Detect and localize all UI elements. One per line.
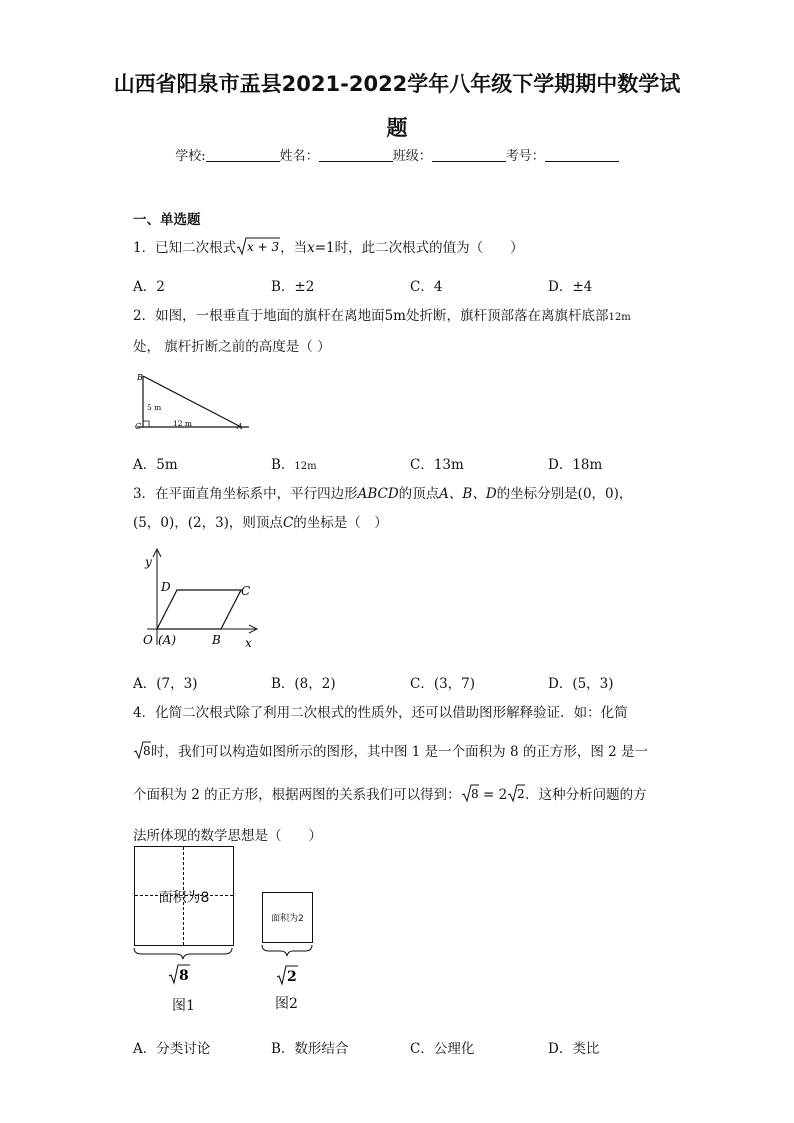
q4-option-b[interactable]: B．数形结合 xyxy=(271,1041,349,1057)
q2-label-c: C xyxy=(135,422,142,431)
q4-option-d[interactable]: D．类比 xyxy=(548,1041,600,1057)
q1-text-c: =1时，此二次根式的值为（ ） xyxy=(314,240,524,256)
page-title-line2: 题 xyxy=(386,116,408,140)
q4-option-c[interactable]: C．公理化 xyxy=(410,1041,475,1057)
q4-line1: 4．化简二次根式除了利用二次根式的性质外，还可以借助图形解释验证．如：化简 xyxy=(133,705,628,721)
q4-line2-radical xyxy=(133,740,151,766)
q3-label-y: y xyxy=(145,555,152,569)
question-4 xyxy=(133,703,668,846)
q3-label-d: D xyxy=(161,580,171,594)
school-blank[interactable] xyxy=(206,149,280,162)
q4-figure1-square xyxy=(134,846,234,946)
q3-option-c[interactable]: C．(3，7) xyxy=(410,676,476,692)
class-blank[interactable] xyxy=(432,149,506,162)
q4-figure1-radical xyxy=(168,962,192,986)
q4-line2-radicand: 8 xyxy=(143,744,151,758)
q2-option-b-value: 12m xyxy=(294,461,317,472)
question-2 xyxy=(133,306,673,357)
q2-option-b[interactable] xyxy=(271,453,317,473)
q2-base-label: 12 m xyxy=(173,419,193,428)
q3-text-b: 的顶点 xyxy=(398,486,440,502)
q4-line2: 时，我们可以构造如图所示的图形，其中图 1 是一个面积为 8 的正方形，图 2 是一 xyxy=(151,744,649,760)
section-heading: 一、单选题 xyxy=(133,212,201,228)
q1-option-c[interactable]: C．4 xyxy=(410,279,443,295)
q1-var-x: x xyxy=(307,240,315,256)
q4-eq-left: 8 xyxy=(470,787,479,801)
q2-option-a[interactable]: A．5m xyxy=(133,457,178,473)
q3-vertex-c: C xyxy=(282,515,294,531)
q3-option-a[interactable]: A．(7，3) xyxy=(133,676,198,692)
question-1 xyxy=(133,236,668,262)
name-label: 姓名： xyxy=(279,149,319,164)
student-info-line xyxy=(0,145,794,164)
q3-label-x: x xyxy=(245,636,252,650)
q4-figure2-square xyxy=(262,892,313,943)
q4-figure2-brace xyxy=(259,943,315,957)
q3-figure-parallelogram xyxy=(133,545,263,651)
q1-radical xyxy=(236,236,280,262)
q1-option-b[interactable]: B．±2 xyxy=(271,279,315,295)
q3-label-o: O xyxy=(143,633,153,647)
q4-option-a[interactable]: A．分类讨论 xyxy=(133,1041,211,1057)
q3-text-e: 的坐标是（ ） xyxy=(293,515,388,531)
q1-option-a[interactable]: A．2 xyxy=(133,279,165,295)
class-label: 班级： xyxy=(392,149,432,164)
q3-label-c: C xyxy=(241,584,251,598)
q3-text-c: 的坐标分别是(0，0)， xyxy=(496,486,633,502)
q4-line4: 法所体现的数学思想是（ ） xyxy=(133,828,322,844)
q4-figure1-caption: 图1 xyxy=(172,998,195,1014)
q3-text-d: (5，0)，(2，3)，则顶点 xyxy=(133,515,283,531)
q3-label-a: (A) xyxy=(158,633,177,647)
q4-figure1-label: 面积为8 xyxy=(158,890,210,906)
q4-figure2-caption: 图2 xyxy=(275,996,298,1012)
page-title-line1: 山西省阳泉市盂县2021-2022学年八年级下学期期中数学试 xyxy=(113,72,681,96)
q4-eq-mid: = 2 xyxy=(478,787,508,803)
q3-label-b: B xyxy=(212,633,221,647)
q4-figure2-radicand: 2 xyxy=(287,969,297,985)
q4-figure2-label: 面积为2 xyxy=(271,914,304,924)
q2-line2: 处， 旗杆折断之前的高度是（ ） xyxy=(133,339,331,355)
q3-option-d[interactable]: D．(5，3) xyxy=(548,676,614,692)
q2-label-a: A xyxy=(237,422,243,431)
q1-text-b: ，当 xyxy=(280,240,308,256)
q4-eq-left-radical xyxy=(461,783,479,809)
q3-option-b[interactable]: B．(8，2) xyxy=(271,676,336,692)
q2-option-b-letter: B． xyxy=(271,457,295,473)
number-label: 考号： xyxy=(505,149,545,164)
q3-abcd: ABCD xyxy=(357,486,399,502)
q4-figure2-radical xyxy=(276,963,300,987)
q4-line3b: ．这种分析问题的方 xyxy=(525,787,647,803)
q4-eq-right-radical xyxy=(507,783,525,809)
q2-label-b: B xyxy=(137,373,143,382)
q3-vertices: A、B、D xyxy=(439,486,497,502)
number-blank[interactable] xyxy=(545,149,619,162)
q2-option-c[interactable]: C．13m xyxy=(410,457,464,473)
q2-line1-unit: 12m xyxy=(608,312,631,323)
q3-parallelogram xyxy=(157,590,241,629)
q2-figure-triangle xyxy=(133,370,253,434)
school-label: 学校: xyxy=(175,149,206,164)
q4-line3: 个面积为 2 的正方形，根据两图的关系我们可以得到： xyxy=(133,787,461,803)
q3-text-a: 3．在平面直角坐标系中，平行四边形 xyxy=(133,486,358,502)
q4-figure1-brace xyxy=(130,946,236,960)
question-3 xyxy=(133,484,678,533)
q1-option-d[interactable]: D．±4 xyxy=(548,279,593,295)
q4-eq-right: 2 xyxy=(517,787,525,801)
q2-right-angle xyxy=(143,421,149,427)
q1-text-a: 1．已知二次根式 xyxy=(133,240,237,256)
q2-side-label: 5 m xyxy=(147,403,162,412)
q1-radicand: x + 3 xyxy=(247,240,280,254)
q4-figure1-radicand: 8 xyxy=(179,968,189,984)
q2-line1: 2．如图，一根垂直于地面的旗杆在离地面5m处折断，旗杆顶部落在离旗杆底部 xyxy=(133,308,609,324)
name-blank[interactable] xyxy=(319,149,393,162)
q2-option-d[interactable]: D．18m xyxy=(548,457,603,473)
